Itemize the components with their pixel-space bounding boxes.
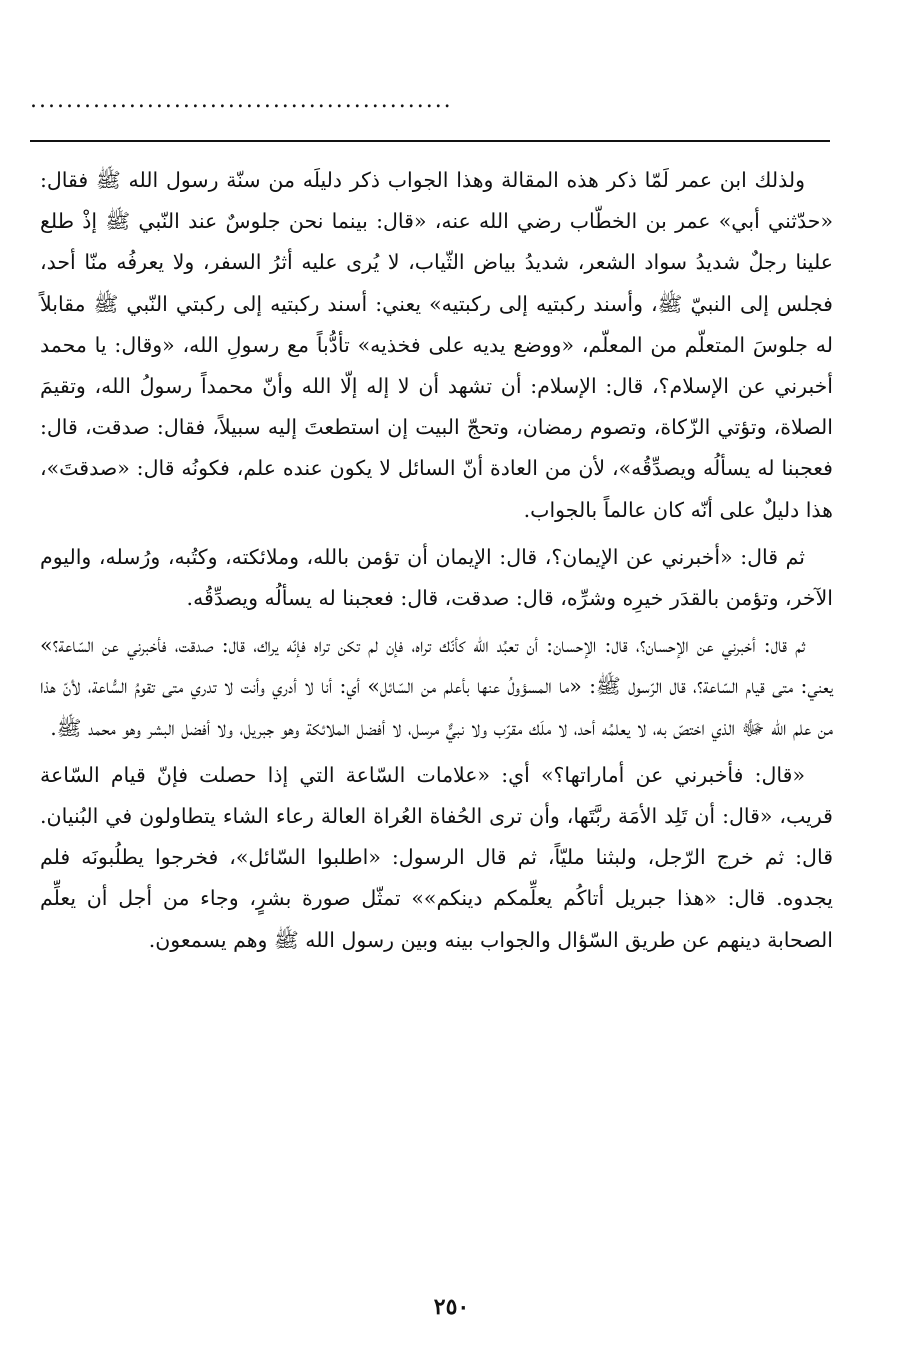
paragraph-4 (40, 755, 833, 961)
paragraph-4-text: «قال: فأخبرني عن أماراتها؟» أي: «علامات السّاعة التي إذا حصلت فإنّ قيام السّاعة قريب، «قال: أن تَلِد الأمَة ربَّتَها، وأن ترى الحُفاة العُراة العالة رعاء الشاء يتطاولون في البُنيان. قال: ثم خرج الرّجل، ولبثنا مليّاً، ثم قال الرسول: «اطلبوا السّائل»، فخرجوا يطلُبونَه فلم يجدوه. قال: «هذا جبريل أتاكُم يعلِّمكم دينكم»» تمثّل صورة بشرٍ، وجاء من أجل أن يعلِّم الصحابة دينهم عن طريق السّؤال والجواب بينه وبين رسول الله ﷺ وهم يسمعون. (40, 762, 833, 952)
top-dotted-line: ............................................... (30, 90, 453, 112)
paragraph-1 (40, 160, 833, 531)
paragraph-1-text: ولذلك ابن عمر لَمّا ذكر هذه المقالة وهذا الجواب ذكر دليلَه من سنّة رسول الله ﷺ فقال: «حدّثني أبي» عمر بن الخطّاب رضي الله عنه، «قال: بينما نحن جلوسٌ عند النّبي ﷺ إذْ طلع علينا رجلٌ شديدُ سواد الشعر، شديدُ بياض الثّياب، لا يُرى عليه أثرُ السفر، ولا يعرفُه منّا أحد، فجلس إلى النبيّ ﷺ، وأسند ركبتيه إلى ركبتيه» يعني: أسند ركبتيه إلى ركبتي النّبي ﷺ مقابلاً له جلوسَ المتعلّم من المعلّم، «ووضع يديه على فخذيه» تأدُّباً مع رسولِ الله، «وقال: يا محمد أخبرني عن الإسلام؟، قال: الإسلام: أن تشهد أن لا إله إلّا الله وأنّ محمداً رسولُ الله، وتقيمَ الصلاة، وتؤتي الزّكاة، وتصوم رمضان، وتحجّ البيت إن استطعتَ إليه سبيلاً، فقال: صدقت، قال: فعجبنا له يسألُه ويصدِّقُه»، لأن من العادة أنّ السائل لا يكون عنده علم، فكونُه قال: «صدقتَ»، هذا دليلٌ على أنّه كان عالماً بالجواب. (40, 168, 833, 522)
header-rule (30, 140, 830, 142)
paragraph-2-text: ثم قال: «أخبرني عن الإيمان؟، قال: الإيمان أن تؤمن بالله، وملائكته، وكتُبه، ورُسله، واليوم الآخر، وتؤمن بالقدَر خيرِه وشرِّه، قال: صدقت، قال: فعجبنا له يسألُه ويصدِّقُه. (40, 544, 833, 611)
page-number: ٢٥٠ (433, 1294, 470, 1320)
body-text (40, 160, 833, 961)
paragraph-3 (40, 625, 833, 749)
paragraph-3-text: ثم قال: أخبرني عن الإحسان؟، قال: الإحسان: أن تعبُد الله كأنّك تراه، فإن لم تكن تراه فإنّه يراك، قال: صدقت، فأخبرني عن السّاعة؟» يعني: متى قيام السّاعة؟، قال الرّسول ﷺ: «ما المسؤولُ عنها بأعلم من السّائل» أي: أنا لا أدري وأنت لا تدري متى تقومُ السُّاعة، لأنّ هذا من علم الله ﷻ الذي اختصّ به، لا يعلمُه أحد، لا ملَك مقرّب ولا نبيٌّ مرسل، لا أفضل الملائكة وهو جبريل، ولا أفضل البشر وهو محمد ﷺ. (40, 633, 833, 740)
paragraph-2 (40, 537, 833, 619)
